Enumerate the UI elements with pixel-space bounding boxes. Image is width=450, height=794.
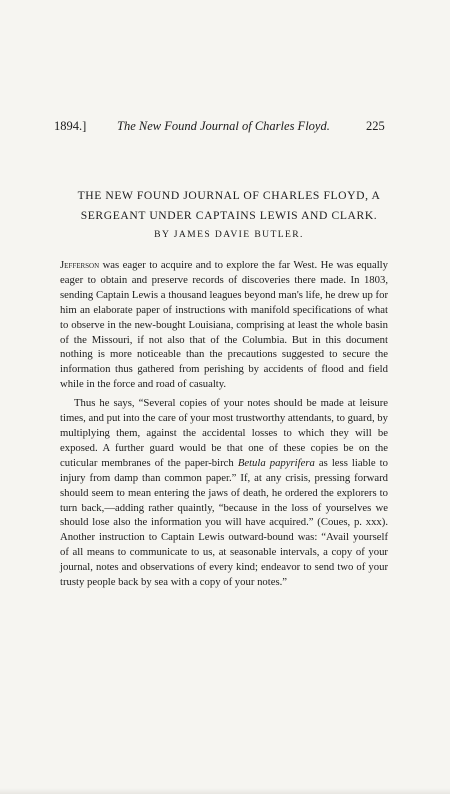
species-name: Betula papyrifera xyxy=(237,456,315,469)
running-head-title: The New Found Journal of Charles Floyd. xyxy=(117,119,330,133)
article-body xyxy=(60,258,388,590)
page-edge-shadow xyxy=(0,788,450,794)
paragraph-1-text: was eager to acquire and to explore the far West. He was equally eager to obtain and preserve records of discoveries there made. In 1803, sending Captain Lewis a thousand leagues beyond man's life, he drew up for him an elaborate paper of instructions with manifold specifications of what to observe in the new-bought Louisiana, comprising at least the whole basin of the Missouri, if not also that of the Columbia. But in this document nothing is more noticeable than the precautions suggested to secure the information thus gathered from perishing by accidents of flood and field while in the force and road of casualty. xyxy=(60,259,388,391)
page-number: 225 xyxy=(366,119,385,133)
paragraph-2-text-b: as less liable to injury from damp than common paper.” If, at any crisis, pressing forward should seem to mean entering the jaws of death, he ordered the explorers to turn back,—adding rather quaintly, “because in the loss of yourselves we should lose also the information you will have acquired.” (Coues, p. xxx). Another instruction to Captain Lewis outward-bound was: “Avail yourself of all means to communicate to us, at seasonable intervals, a copy of your journal, notes and observations of every kind; endeavor to send two of your trusty people back by sea with a copy of your notes.” xyxy=(60,456,388,589)
running-head-year: 1894.] xyxy=(54,119,87,133)
paragraph-2 xyxy=(60,396,388,590)
byline: BY JAMES DAVIE BUTLER. xyxy=(154,229,304,240)
opening-word: Jefferson xyxy=(60,259,100,271)
article-title: THE NEW FOUND JOURNAL OF CHARLES FLOYD, A SERGEANT UNDER CAPTAINS LEWIS AND CLARK. xyxy=(77,189,381,222)
running-head xyxy=(0,119,450,135)
paragraph-1 xyxy=(60,258,388,392)
paragraph-2-text-a: Thus he says, “Several copies of your notes should be made at leisure times, and put into the care of your most trustworthy attendants, to guard, by multiplying them, against the accidental losses to which they will be exposed. A further guard would be that one of these copies be on the cuticular membranes of the paper-birch xyxy=(60,397,388,469)
